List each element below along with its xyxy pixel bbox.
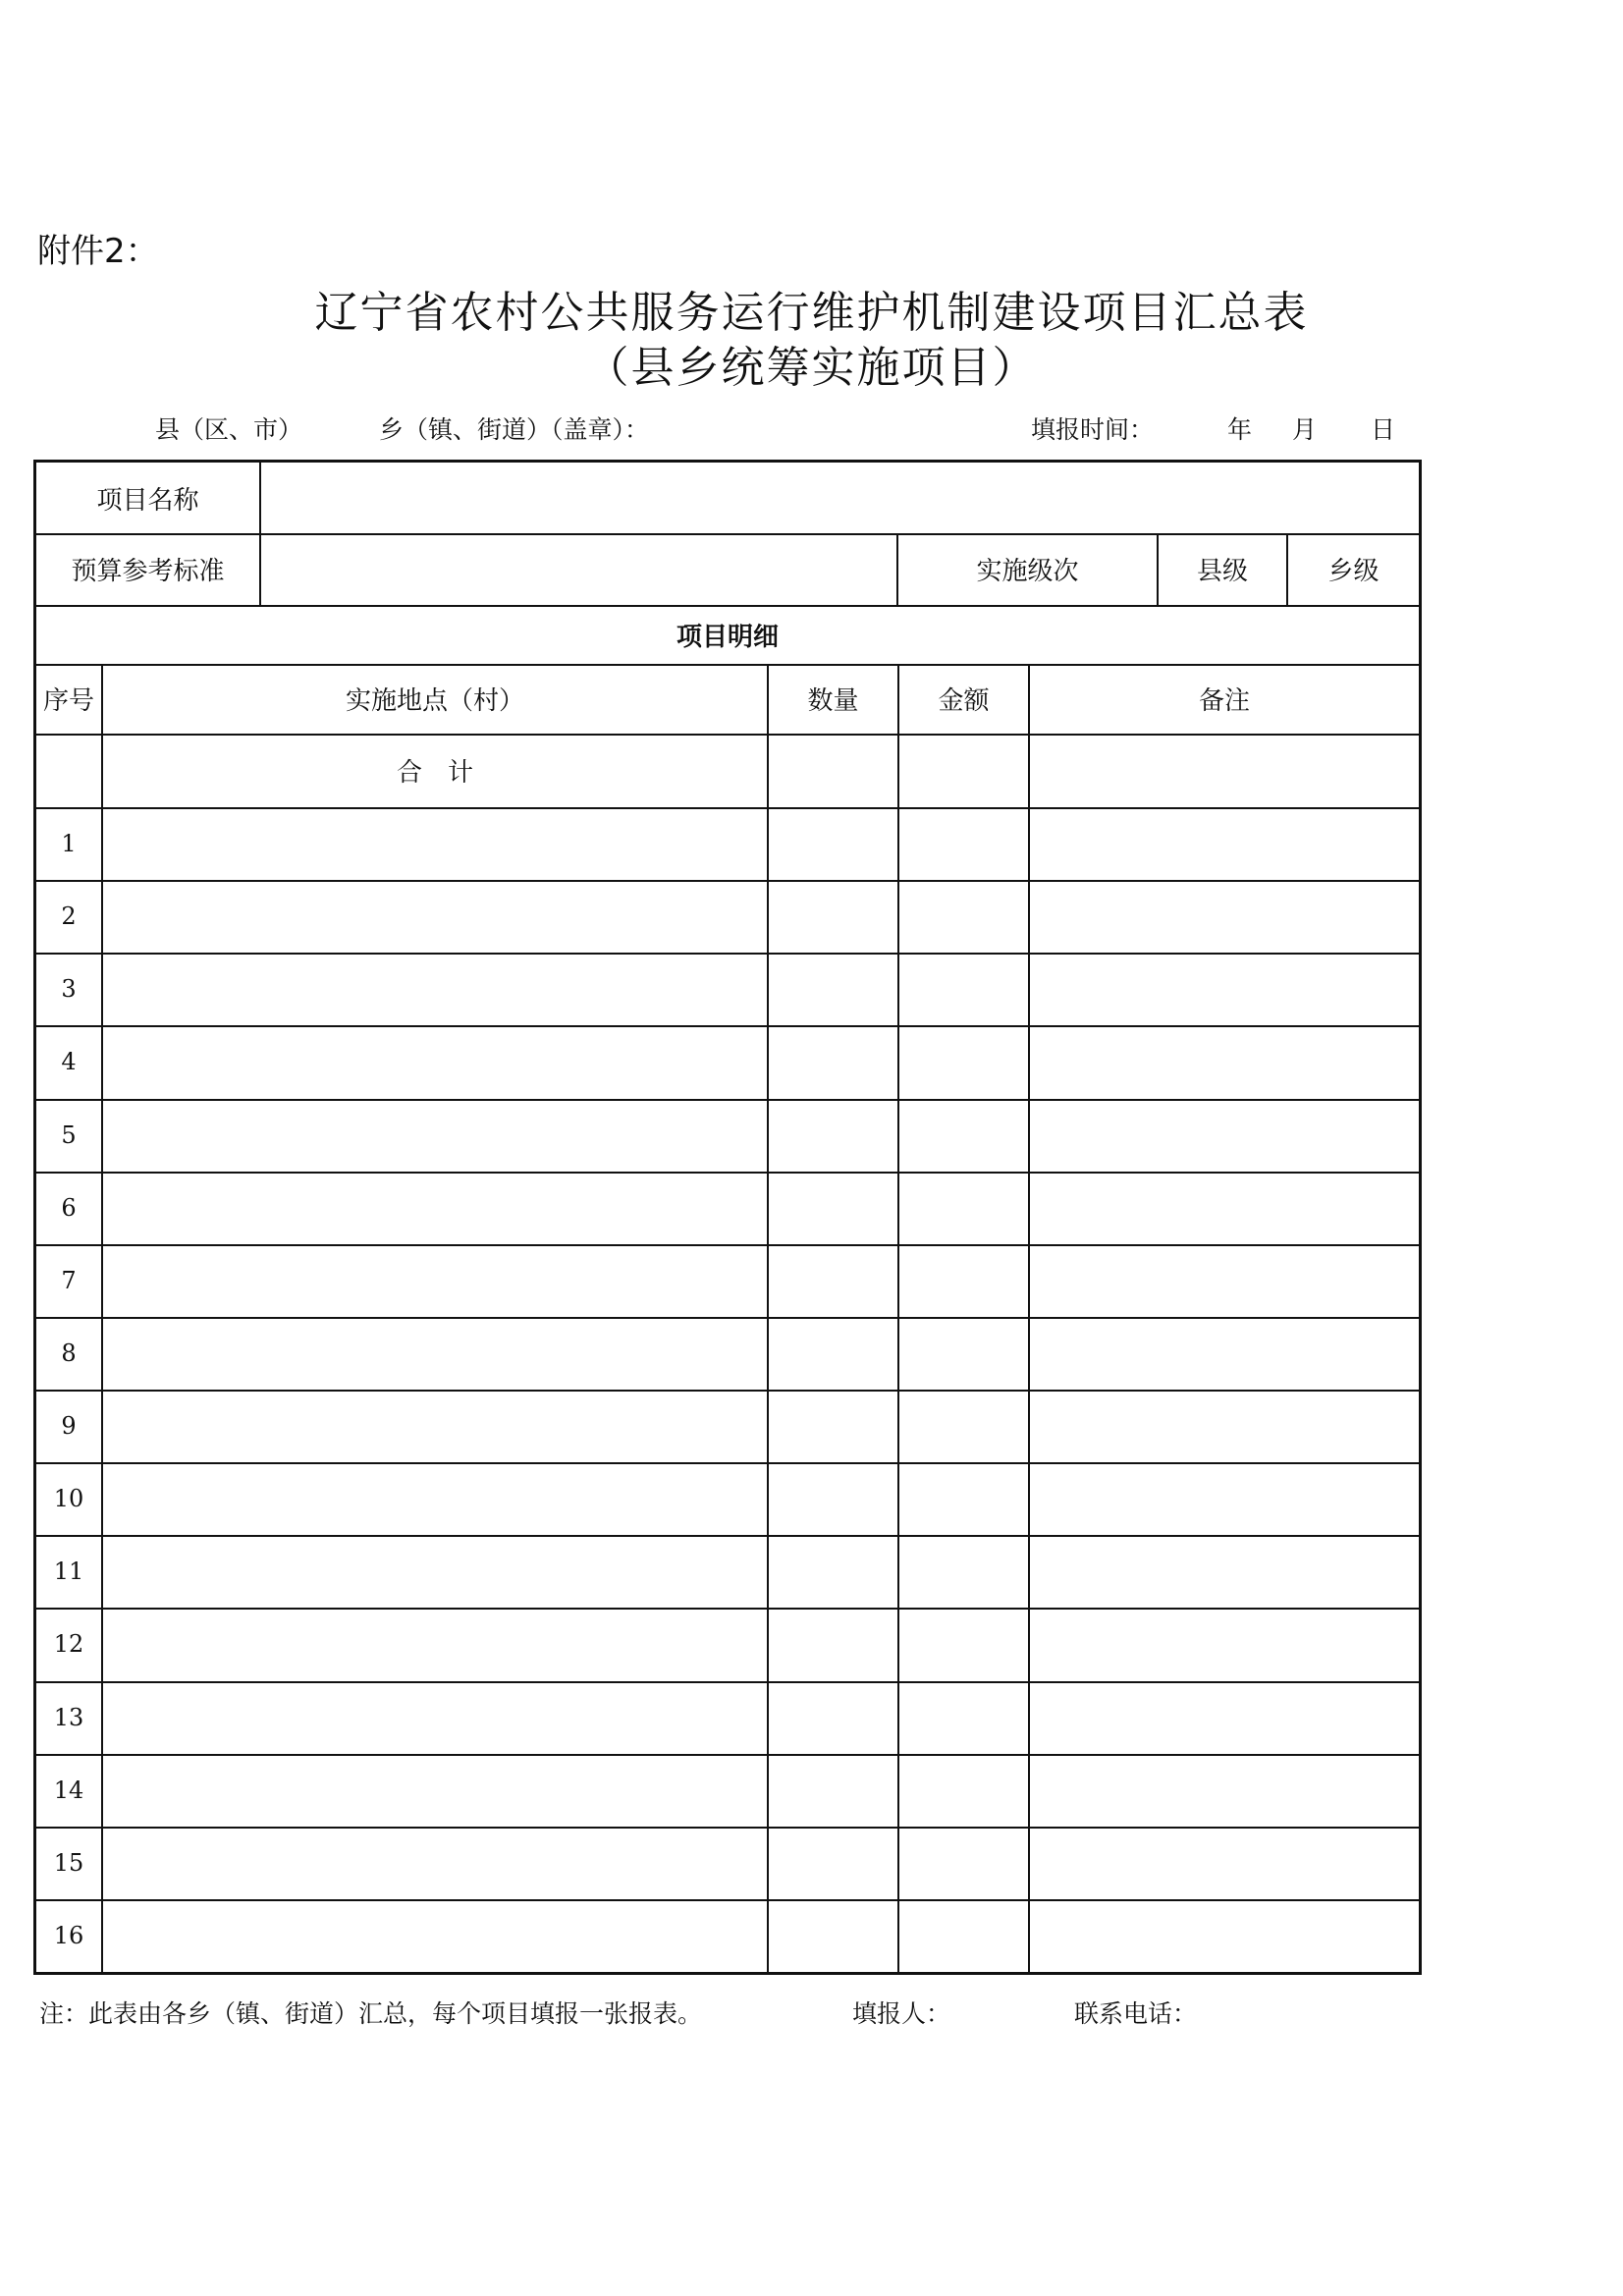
county-level-option[interactable]: 县级: [1196, 557, 1248, 586]
quantity-cell[interactable]: [769, 880, 897, 953]
detail-heading: 项目明细: [676, 622, 779, 652]
footer-phone-label: 联系电话：: [1074, 1999, 1198, 2028]
row-number: 10: [53, 1485, 84, 1512]
location-cell[interactable]: [103, 1390, 767, 1462]
table-row: [36, 1681, 1419, 1754]
budget-standard-label: 预算参考标准: [71, 557, 225, 586]
remarks-cell[interactable]: [1030, 1899, 1419, 1972]
table-row: [36, 1390, 1419, 1462]
amount-cell[interactable]: [899, 1244, 1028, 1317]
amount-cell[interactable]: [899, 1681, 1028, 1754]
township-label: 乡（镇、街道）（盖章）：: [379, 415, 650, 444]
footer-filler-label: 填报人：: [852, 1999, 951, 2028]
row-number: 9: [61, 1412, 77, 1440]
amount-cell[interactable]: [899, 1025, 1028, 1098]
quantity-cell[interactable]: [769, 1681, 897, 1754]
table-row: [36, 1317, 1419, 1390]
township-level-option[interactable]: 乡级: [1327, 557, 1380, 586]
row-number: 11: [53, 1558, 84, 1585]
quantity-cell[interactable]: [769, 1608, 897, 1680]
attachment-label: 附件2：: [37, 232, 159, 271]
month-label: 月: [1292, 415, 1318, 444]
amount-cell[interactable]: [899, 1172, 1028, 1244]
row-number: 6: [61, 1194, 77, 1222]
quantity-cell[interactable]: [769, 1390, 897, 1462]
row-number: 15: [53, 1849, 84, 1877]
row-number: 14: [53, 1777, 84, 1804]
project-name-label: 项目名称: [96, 485, 199, 516]
location-cell[interactable]: [103, 1099, 767, 1172]
location-cell[interactable]: [103, 1608, 767, 1680]
table-row: [36, 1754, 1419, 1827]
table-row: [36, 1462, 1419, 1535]
row-number: 3: [61, 975, 77, 1003]
remarks-cell[interactable]: [1030, 1317, 1419, 1390]
row-number: 13: [53, 1704, 84, 1731]
table-row: [36, 1827, 1419, 1899]
form-title: 辽宁省农村公共服务运行维护机制建设项目汇总表: [314, 288, 1309, 338]
amount-cell[interactable]: [899, 1462, 1028, 1535]
row-number: 1: [61, 830, 77, 857]
quantity-cell[interactable]: [769, 1025, 897, 1098]
table-row: [36, 1535, 1419, 1608]
quantity-cell[interactable]: [769, 1172, 897, 1244]
amount-cell[interactable]: [899, 1899, 1028, 1972]
row-number: 16: [53, 1922, 84, 1949]
amount-cell[interactable]: [899, 1317, 1028, 1390]
location-cell[interactable]: [103, 880, 767, 953]
location-cell[interactable]: [103, 1172, 767, 1244]
location-cell[interactable]: [103, 953, 767, 1025]
remarks-cell[interactable]: [1030, 1172, 1419, 1244]
row-number: 5: [61, 1121, 77, 1149]
col-header-quantity: 数量: [807, 686, 859, 716]
location-cell[interactable]: [103, 1317, 767, 1390]
amount-cell[interactable]: [899, 1608, 1028, 1680]
table-row: [36, 1172, 1419, 1244]
location-cell[interactable]: [103, 1754, 767, 1827]
remarks-cell[interactable]: [1030, 880, 1419, 953]
quantity-cell[interactable]: [769, 1099, 897, 1172]
table-row: [36, 953, 1419, 1025]
col-header-amount: 金额: [938, 686, 990, 716]
day-label: 日: [1371, 415, 1396, 444]
row-number: 4: [61, 1048, 77, 1075]
table-row: [36, 1899, 1419, 1972]
fill-time-label: 填报时间：: [1031, 415, 1155, 444]
remarks-cell[interactable]: [1030, 1535, 1419, 1608]
remarks-cell[interactable]: [1030, 1827, 1419, 1899]
amount-cell[interactable]: [899, 1754, 1028, 1827]
quantity-cell[interactable]: [769, 807, 897, 880]
row-number: 7: [61, 1267, 77, 1294]
amount-cell[interactable]: [899, 880, 1028, 953]
amount-cell[interactable]: [899, 1535, 1028, 1608]
remarks-cell[interactable]: [1030, 953, 1419, 1025]
row-number: 12: [53, 1630, 84, 1658]
location-cell[interactable]: [103, 1462, 767, 1535]
quantity-cell[interactable]: [769, 1827, 897, 1899]
project-name-field[interactable]: [261, 463, 1419, 533]
table-row: [36, 1608, 1419, 1680]
quantity-cell[interactable]: [769, 1535, 897, 1608]
total-label: 合 计: [396, 758, 473, 788]
row-number: 2: [61, 902, 77, 930]
location-cell[interactable]: [103, 1244, 767, 1317]
amount-cell[interactable]: [899, 807, 1028, 880]
remarks-cell[interactable]: [1030, 1462, 1419, 1535]
table-row: [36, 1025, 1419, 1098]
remarks-cell[interactable]: [1030, 1099, 1419, 1172]
remarks-cell[interactable]: [1030, 1754, 1419, 1827]
location-cell[interactable]: [103, 1899, 767, 1972]
quantity-cell[interactable]: [769, 1899, 897, 1972]
location-cell[interactable]: [103, 1535, 767, 1608]
footer-note: 注：此表由各乡（镇、街道）汇总，每个项目填报一张报表。: [39, 1999, 703, 2028]
amount-cell[interactable]: [899, 1099, 1028, 1172]
quantity-cell[interactable]: [769, 1317, 897, 1390]
quantity-cell[interactable]: [769, 1754, 897, 1827]
row-number: 8: [61, 1339, 77, 1367]
amount-cell[interactable]: [899, 1827, 1028, 1899]
quantity-cell[interactable]: [769, 953, 897, 1025]
table-row: [36, 807, 1419, 880]
amount-cell[interactable]: [899, 953, 1028, 1025]
table-row: [36, 880, 1419, 953]
remarks-cell[interactable]: [1030, 1244, 1419, 1317]
year-label: 年: [1227, 415, 1253, 444]
location-cell[interactable]: [103, 1681, 767, 1754]
budget-standard-field[interactable]: [261, 533, 896, 605]
quantity-cell[interactable]: [769, 1244, 897, 1317]
location-cell[interactable]: [103, 1025, 767, 1098]
remarks-cell[interactable]: [1030, 1025, 1419, 1098]
col-header-location: 实施地点（村）: [345, 686, 524, 716]
table-row: [36, 1244, 1419, 1317]
remarks-cell[interactable]: [1030, 1681, 1419, 1754]
location-cell[interactable]: [103, 807, 767, 880]
amount-cell[interactable]: [899, 1390, 1028, 1462]
table-row: [36, 1099, 1419, 1172]
col-header-no: 序号: [42, 686, 94, 716]
location-cell[interactable]: [103, 1827, 767, 1899]
form-subtitle: （县乡统筹实施项目）: [585, 343, 1038, 393]
summary-table: [33, 460, 1422, 1975]
quantity-cell[interactable]: [769, 1462, 897, 1535]
remarks-cell[interactable]: [1030, 1608, 1419, 1680]
col-header-remarks: 备注: [1198, 686, 1250, 716]
impl-level-label: 实施级次: [976, 557, 1079, 586]
county-label: 县（区、市）: [155, 415, 303, 444]
remarks-cell[interactable]: [1030, 807, 1419, 880]
remarks-cell[interactable]: [1030, 1390, 1419, 1462]
